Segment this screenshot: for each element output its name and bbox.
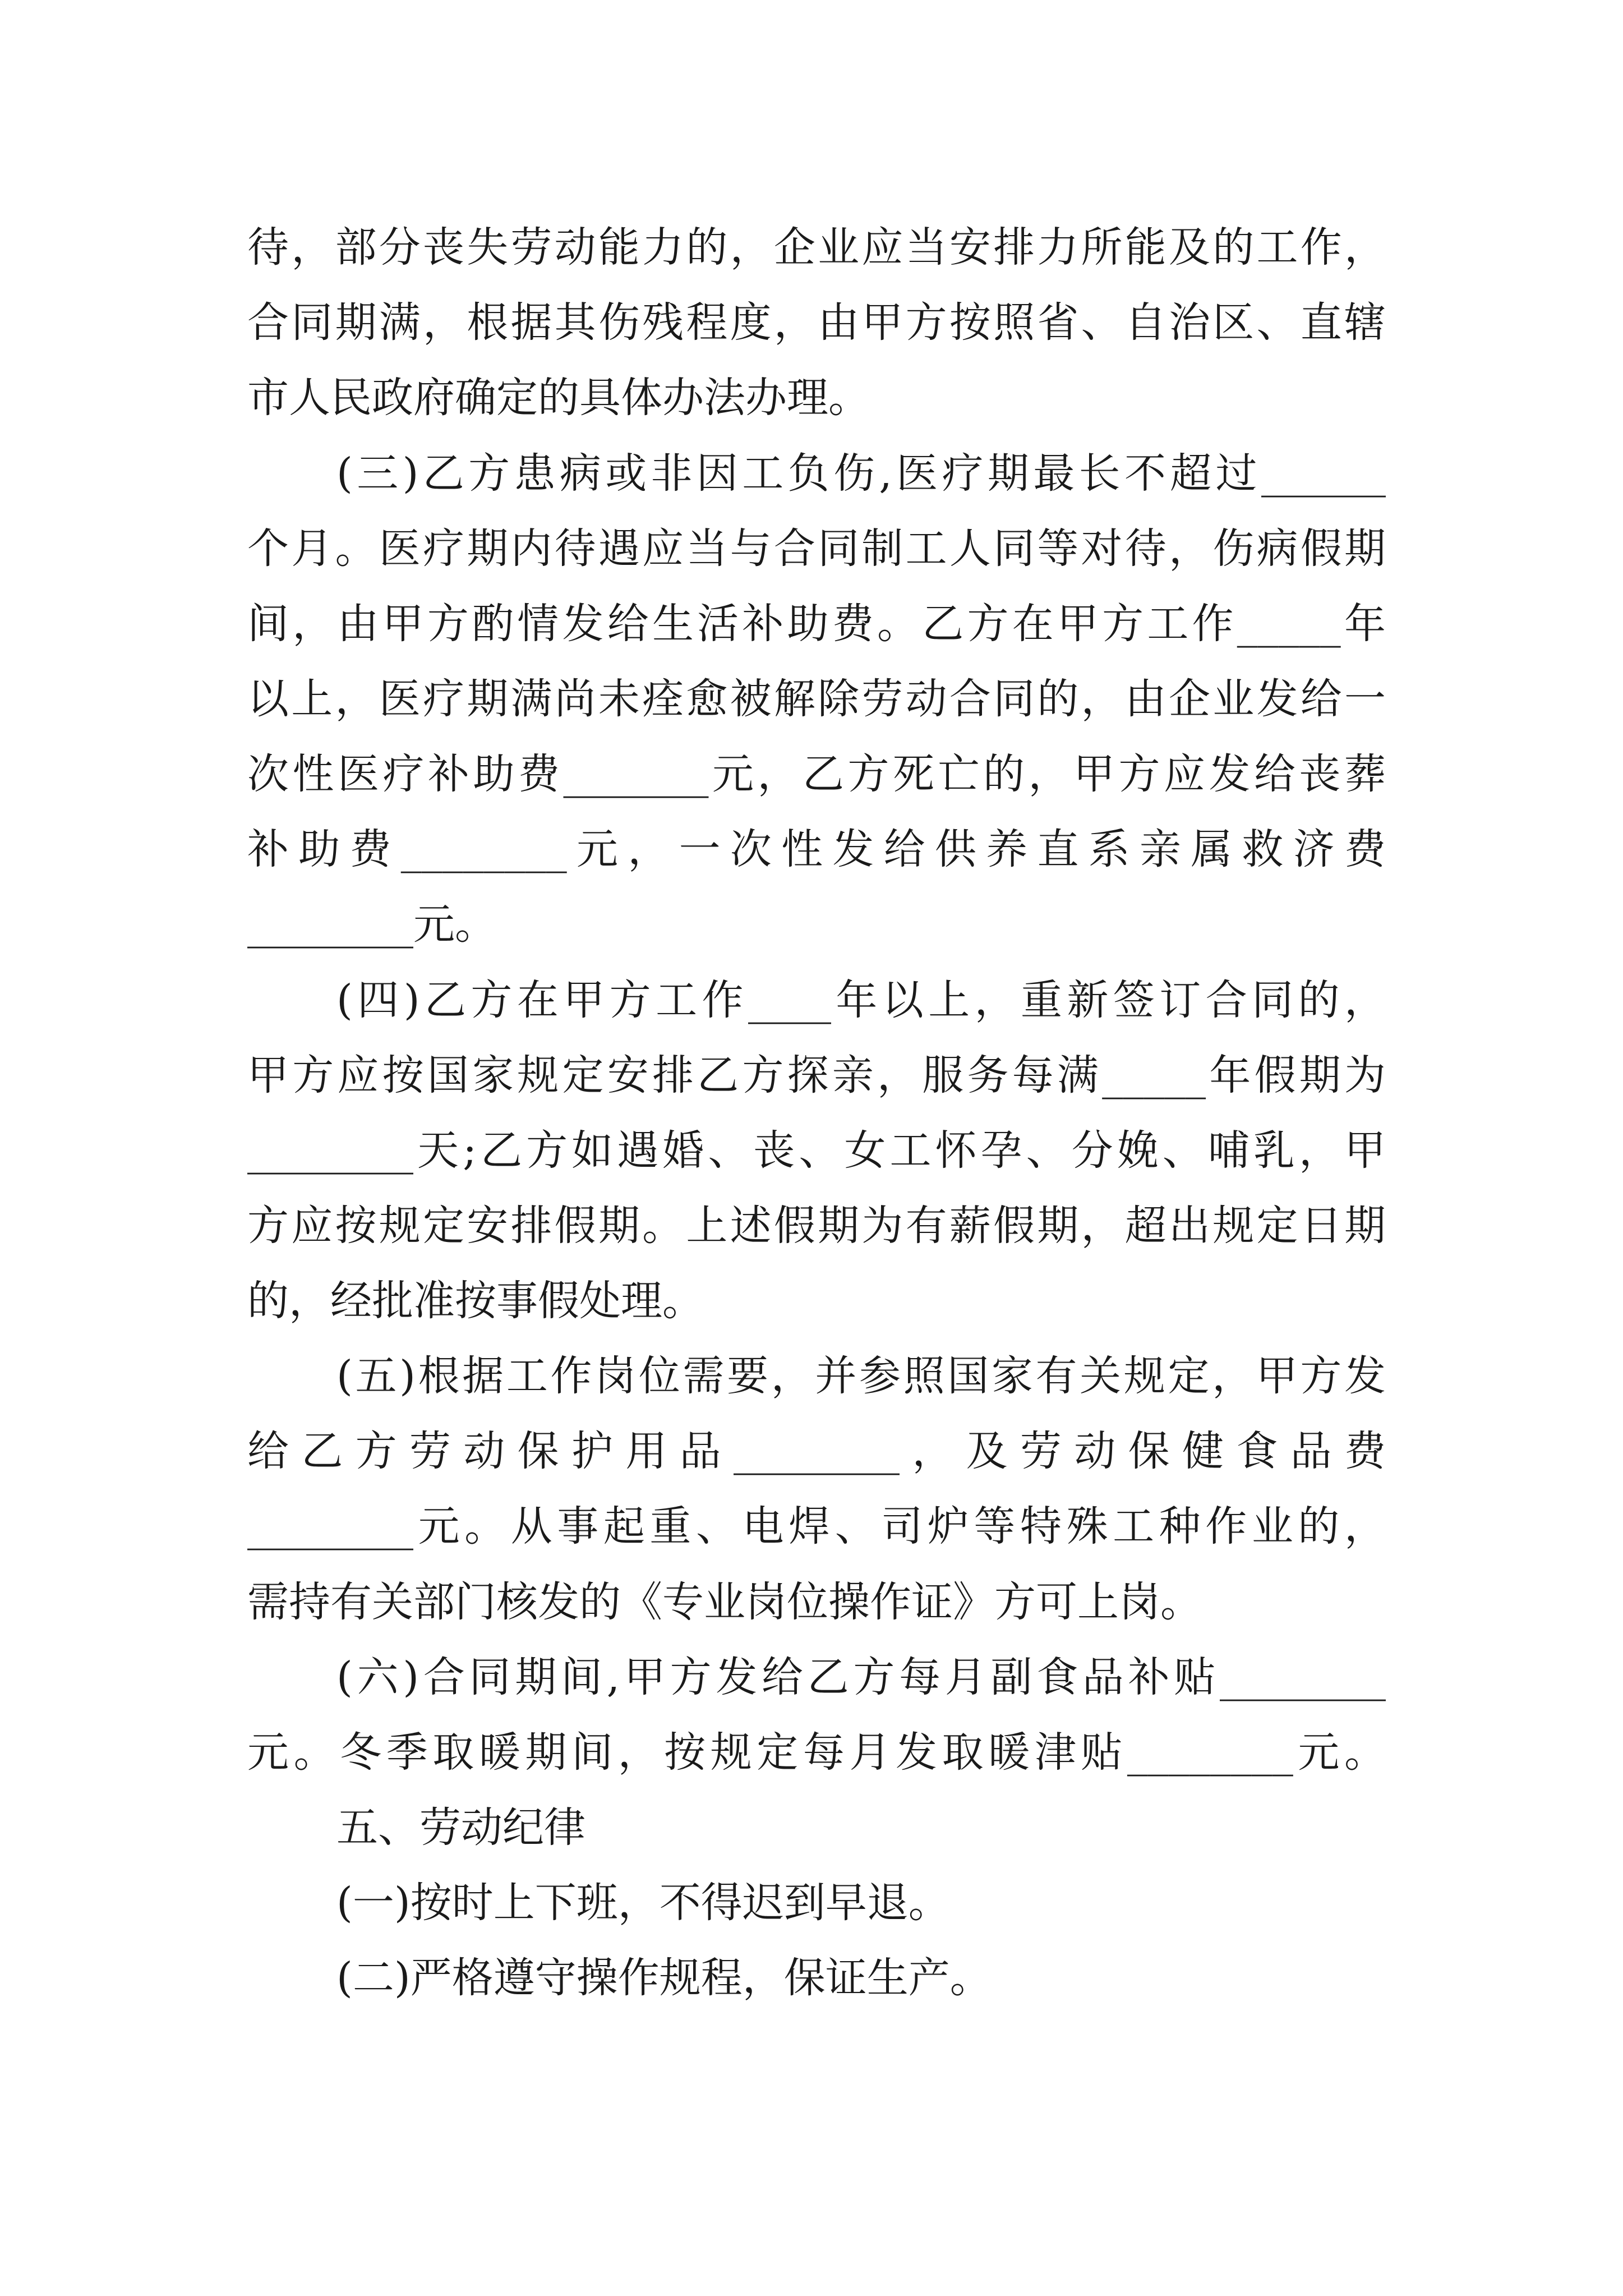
text-line: 合同期满，根据其伤残程度，由甲方按照省、自治区、直辖 [247,298,1386,347]
text-line: 间，由甲方酌情发给生活补助费。乙方在甲方工作_____年 [247,600,1386,648]
text-line: 给乙方劳动保护用品________，及劳动保健食品费 [247,1427,1386,1475]
text-line: 需持有关部门核发的《专业岗位操作证》方可上岗。 [247,1578,1202,1626]
text-line: (三)乙方患病或非因工负伤,医疗期最长不超过______ [336,449,1386,498]
text-line: 次性医疗补助费_______元，乙方死亡的，甲方应发给丧葬 [247,750,1386,798]
text-line: 甲方应按国家规定安排乙方探亲，服务每满_____年假期为 [247,1051,1386,1099]
text-line: 元。冬季取暖期间，按规定每月发取暖津贴________元。 [247,1728,1386,1777]
text-line: ________元。从事起重、电焊、司炉等特殊工种作业的， [247,1502,1386,1550]
text-line: (二)严格遵守操作规程，保证生产。 [336,1954,992,2002]
text-line: 个月。医疗期内待遇应当与合同制工人同等对待，伤病假期 [247,524,1386,573]
text-line: 待，部分丧失劳动能力的，企业应当安排力所能及的工作， [247,223,1386,272]
text-line: 方应按规定安排假期。上述假期为有薪假期，超出规定日期 [247,1202,1386,1250]
text-line: (四)乙方在甲方工作____年以上，重新签订合同的， [336,976,1386,1024]
text-line: 的，经批准按事假处理。 [247,1277,704,1325]
text-line: ________天;乙方如遇婚、丧、女工怀孕、分娩、哺乳，甲 [247,1126,1386,1175]
text-line: ________元。 [247,900,496,949]
text-line: 市人民政府确定的具体办法办理。 [247,374,870,422]
section-heading: 五、劳动纪律 [336,1803,585,1852]
text-line: (六)合同期间,甲方发给乙方每月副食品补贴________ [336,1653,1386,1701]
text-line: 以上，医疗期满尚未痊愈被解除劳动合同的，由企业发给一 [247,675,1386,723]
text-line: 补助费________元，一次性发给供养直系亲属救济费 [247,825,1386,873]
text-line: (五)根据工作岗位需要，并参照国家有关规定，甲方发 [336,1352,1386,1400]
text-line: (一)按时上下班，不得迟到早退。 [336,1879,950,1927]
